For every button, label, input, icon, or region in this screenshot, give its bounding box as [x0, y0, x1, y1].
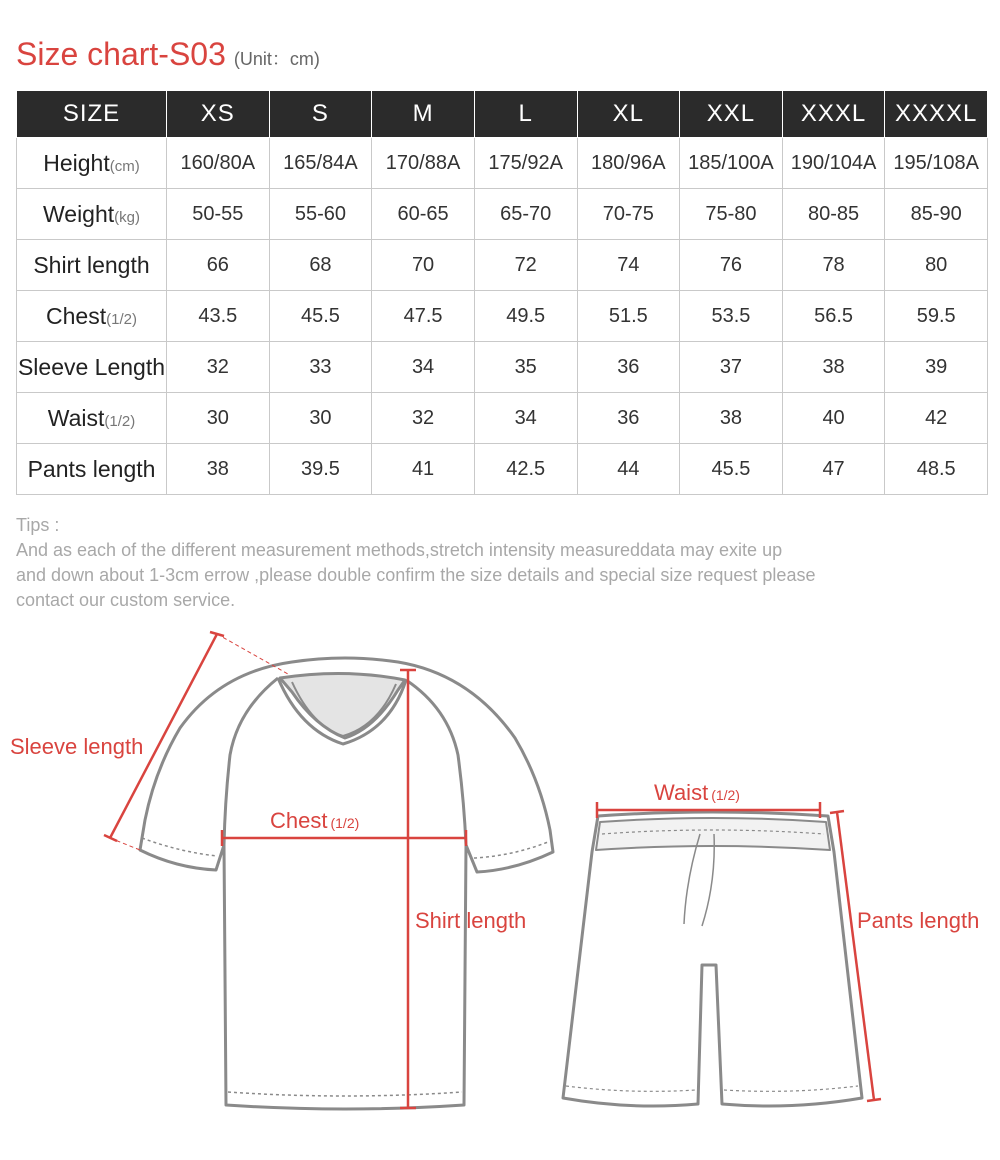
header-cell: XS [167, 91, 270, 138]
row-label-text: Shirt length [33, 251, 150, 278]
table-cell: 75-80 [680, 189, 783, 240]
table-row [17, 342, 988, 393]
table-cell: 66 [167, 240, 270, 291]
header-cell: XL [577, 91, 680, 138]
table-row [17, 138, 988, 189]
table-cell: 39 [885, 342, 988, 393]
table-cell: 34 [474, 393, 577, 444]
pants-length-label: Pants length [857, 908, 980, 933]
row-label [17, 444, 167, 495]
row-label-unit: (kg) [114, 208, 140, 226]
table-cell: 42 [885, 393, 988, 444]
table-cell: 45.5 [680, 444, 783, 495]
table-cell: 30 [269, 393, 372, 444]
table-cell: 80-85 [782, 189, 885, 240]
table-cell: 30 [167, 393, 270, 444]
row-label-text: Pants length [27, 455, 156, 482]
table-row [17, 291, 988, 342]
table-cell: 45.5 [269, 291, 372, 342]
tips-line: And as each of the different measurement methods,stretch intensity measureddata may exite up [16, 540, 783, 560]
table-cell: 59.5 [885, 291, 988, 342]
table-cell: 76 [680, 240, 783, 291]
header-cell: L [474, 91, 577, 138]
waist-label: Waist (1/2) [654, 780, 740, 805]
pants-length-tick [830, 811, 844, 813]
table-cell: 185/100A [680, 138, 783, 189]
table-cell: 170/88A [372, 138, 475, 189]
row-label [17, 240, 167, 291]
table-cell: 47.5 [372, 291, 475, 342]
table-cell: 36 [577, 342, 680, 393]
row-label [17, 138, 167, 189]
table-cell: 50-55 [167, 189, 270, 240]
shirt-length-label: Shirt length [415, 908, 527, 933]
table-cell: 48.5 [885, 444, 988, 495]
table-cell: 180/96A [577, 138, 680, 189]
table-cell: 175/92A [474, 138, 577, 189]
row-label-text: Weight [42, 200, 115, 227]
chest-label: Chest (1/2) [270, 808, 360, 833]
table-cell: 51.5 [577, 291, 680, 342]
table-row [17, 189, 988, 240]
table-cell: 36 [577, 393, 680, 444]
row-label [17, 291, 167, 342]
table-cell: 34 [372, 342, 475, 393]
table-cell: 35 [474, 342, 577, 393]
table-row [17, 444, 988, 495]
table-cell: 40 [782, 393, 885, 444]
size-table [16, 90, 988, 495]
table-cell: 160/80A [167, 138, 270, 189]
table-cell: 38 [782, 342, 885, 393]
table-cell: 72 [474, 240, 577, 291]
table-cell: 33 [269, 342, 372, 393]
table-cell: 32 [372, 393, 475, 444]
table-cell: 39.5 [269, 444, 372, 495]
table-cell: 85-90 [885, 189, 988, 240]
header-cell: SIZE [17, 91, 167, 138]
table-cell: 37 [680, 342, 783, 393]
row-label-text: Chest [46, 302, 107, 329]
row-label-text: Sleeve Length [17, 353, 166, 380]
row-label [17, 342, 167, 393]
header-cell: XXXL [782, 91, 885, 138]
row-label-unit: (1/2) [104, 412, 136, 430]
title-text: Size chart-S03 [16, 36, 226, 72]
table-cell: 49.5 [474, 291, 577, 342]
table-cell: 38 [167, 444, 270, 495]
pants-length-tick [867, 1099, 881, 1101]
table-row [17, 393, 988, 444]
header-cell: M [372, 91, 475, 138]
row-label [17, 189, 167, 240]
table-cell: 38 [680, 393, 783, 444]
table-cell: 195/108A [885, 138, 988, 189]
table-cell: 65-70 [474, 189, 577, 240]
shorts-illustration [563, 812, 862, 1106]
table-cell: 56.5 [782, 291, 885, 342]
tips-section [16, 513, 976, 613]
table-cell: 53.5 [680, 291, 783, 342]
table-cell: 44 [577, 444, 680, 495]
measurement-diagram [0, 620, 1000, 1160]
sleeve-length-label: Sleeve length [10, 734, 144, 759]
table-cell: 42.5 [474, 444, 577, 495]
table-cell: 190/104A [782, 138, 885, 189]
table-row [17, 240, 988, 291]
shirt-illustration [140, 658, 553, 1109]
header-cell: S [269, 91, 372, 138]
table-cell: 80 [885, 240, 988, 291]
row-label-unit: (cm) [109, 157, 140, 175]
table-cell: 68 [269, 240, 372, 291]
table-cell: 32 [167, 342, 270, 393]
tips-line: and down about 1-3cm errow ,please double confirm the size details and special size request please [16, 565, 816, 585]
table-cell: 41 [372, 444, 475, 495]
table-body [17, 138, 988, 495]
row-label [17, 393, 167, 444]
table-cell: 74 [577, 240, 680, 291]
table-cell: 47 [782, 444, 885, 495]
tips-heading: Tips : [16, 515, 60, 535]
table-cell: 55-60 [269, 189, 372, 240]
row-label-text: Waist [47, 404, 105, 431]
unit-note: (Unit：cm) [233, 49, 320, 69]
table-header-row [17, 91, 988, 138]
header-cell: XXL [680, 91, 783, 138]
table-cell: 60-65 [372, 189, 475, 240]
table-cell: 78 [782, 240, 885, 291]
table-cell: 70 [372, 240, 475, 291]
row-label-unit: (1/2) [106, 310, 137, 328]
row-label-text: Height [43, 149, 110, 176]
tips-line: contact our custom service. [16, 590, 236, 610]
header-cell: XXXXL [885, 91, 988, 138]
table-cell: 70-75 [577, 189, 680, 240]
page-title [16, 36, 320, 73]
table-cell: 165/84A [269, 138, 372, 189]
table-cell: 43.5 [167, 291, 270, 342]
